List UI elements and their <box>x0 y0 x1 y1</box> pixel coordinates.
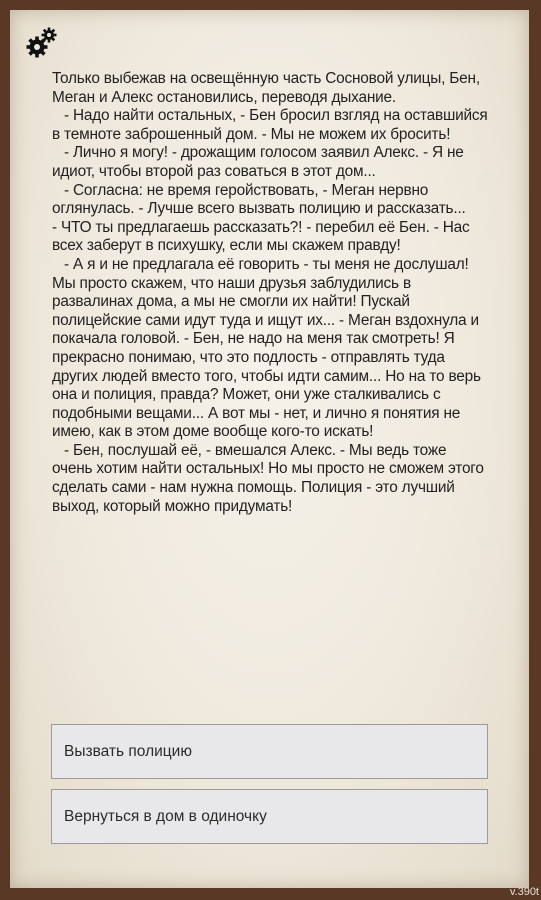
story-paragraph: Только выбежав на освещённую часть Сосновой улицы, Бен, Меган и Алекс остановились, переводя дыхание. <box>52 70 480 106</box>
choice-call-police-button[interactable] <box>51 724 488 779</box>
choice-label: Вернуться в дом в одиночку <box>64 807 267 825</box>
gear-icon[interactable] <box>26 26 58 58</box>
story-paragraph: - Лично я могу! - дрожащим голосом заявил Алекс. - Я не идиот, чтобы второй раз соваться в этот дом... <box>52 144 464 180</box>
story-paragraph: - Надо найти остальных, - Бен бросил взгляд на оставшийся в темноте заброшенный дом. - Мы не можем их бросить! <box>52 107 488 143</box>
story-paragraph: - Согласна: не время геройствовать, - Меган нервно оглянулась. - Лучше всего вызвать полицию и рассказать... <box>52 181 466 218</box>
choice-label: Вызвать полицию <box>64 742 192 760</box>
story-paragraph: - А я и не предлагала её говорить - ты меня не дослушал! Мы просто скажем, что наши друзья заблудились в развалинах дома, а мы не смогли их найти! Пускай полицейские сами идут туда и ищут их... - Меган вздохнула и покачала головой. - Бен, не надо на меня так смотреть! Я прекрасно понимаю, что это подлость - отправлять туда других людей вместо того, чтобы идти самим... Но на то верь она и полиция, правда? Может, они уже сталкивались с подобными вещами... А вот мы - нет, и лично я понятия не имею, как в этом доме вообще кого-то искать! <box>52 255 481 441</box>
version-label: v.390t <box>509 886 539 898</box>
story-paragraph: - ЧТО ты предлагаешь рассказать?! - перебил её Бен. - Нас всех заберут в психушку, если мы скажем правду! <box>52 218 470 255</box>
story-text <box>52 70 490 516</box>
story-paragraph: - Бен, послушай её, - вмешался Алекс. - Мы ведь тоже очень хотим найти остальных! Но мы просто не сможем этого сделать сами - нам нужна помощь. Полиция - это лучший выход, который можно придумать! <box>52 441 484 515</box>
choice-return-alone-button[interactable] <box>51 789 488 844</box>
